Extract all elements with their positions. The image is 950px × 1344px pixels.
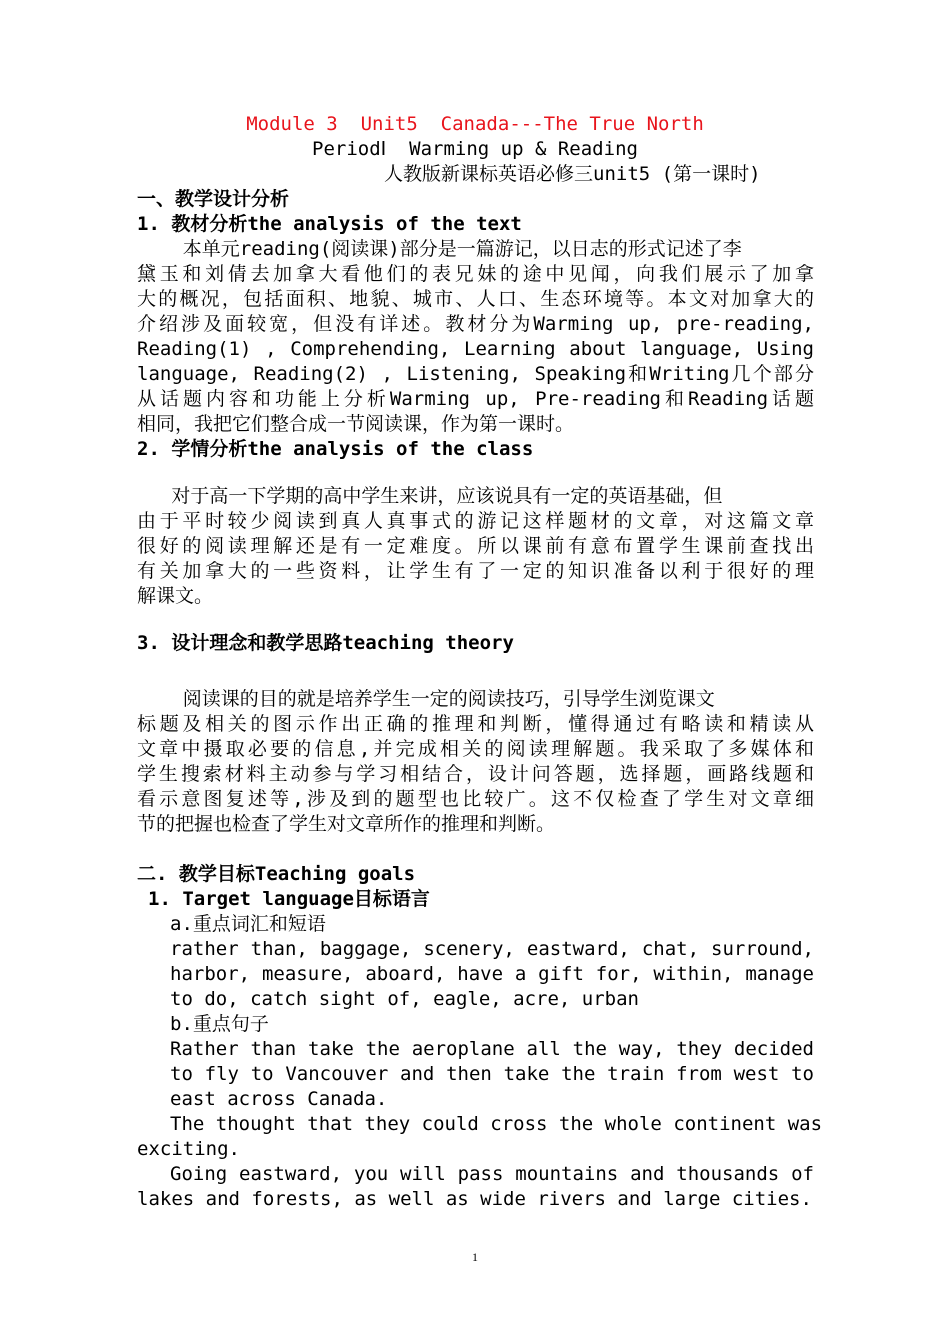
section-1-3-heading: 3. 设计理念和教学思路teaching theory bbox=[137, 632, 514, 654]
paragraph-line: 从话题内容和功能上分析Warming up, Pre-reading和Reading话题 bbox=[137, 388, 814, 410]
sentence-line: Rather than take the aeroplane all the way, they decided bbox=[170, 1038, 814, 1060]
sentence-line: exciting. bbox=[137, 1138, 240, 1160]
sentence-line: east across Canada. bbox=[170, 1088, 388, 1110]
paragraph-line: 有关加拿大的一些资料，让学生有了一定的知识准备以利于很好的理 bbox=[137, 560, 814, 582]
period-title: PeriodⅠ Warming up & Reading bbox=[312, 138, 638, 160]
vocab-line: to do, catch sight of, eagle, acre, urban bbox=[170, 988, 639, 1010]
paragraph-line: 看示意图复述等,涉及到的题型也比较广。这不仅检查了学生对文章细 bbox=[137, 788, 814, 810]
section-1-heading: 一、教学设计分析 bbox=[137, 188, 290, 210]
sentence-line: to fly to Vancouver and then take the train from west to bbox=[170, 1063, 814, 1085]
section-1-1-heading: 1. 教材分析the analysis of the text bbox=[137, 213, 522, 235]
paragraph-line: 学生搜索材料主动参与学习相结合，设计问答题，选择题，画路线题和 bbox=[137, 763, 814, 785]
page-number: 1 bbox=[472, 1250, 478, 1264]
sentences-label: b.重点句子 bbox=[170, 1013, 269, 1035]
paragraph-line: 大的概况，包括面积、地貌、城市、人口、生态环境等。本文对加拿大的 bbox=[137, 288, 814, 310]
sentence-line: lakes and forests, as well as wide rivers and large cities. bbox=[137, 1188, 812, 1210]
paragraph-line: language, Reading(2) , Listening, Speaking和Writing几个部分 bbox=[137, 363, 814, 385]
vocab-line: harbor, measure, aboard, have a gift for, within, manage bbox=[170, 963, 814, 985]
source-line: 人教版新课标英语必修三unit5 (第一课时) bbox=[384, 163, 761, 185]
sentence-line: Going eastward, you will pass mountains and thousands of bbox=[170, 1163, 814, 1185]
paragraph-line: 很好的阅读理解还是有一定难度。所以课前有意布置学生课前查找出 bbox=[137, 535, 814, 557]
paragraph-line: 介绍涉及面较宽，但没有详述。教材分为Warming up, pre-reading, bbox=[137, 313, 814, 335]
paragraph-line: 解课文。 bbox=[137, 585, 214, 607]
paragraph-line: Reading(1) , Comprehending, Learning about language, Using bbox=[137, 338, 814, 360]
document-title: Module 3 Unit5 Canada---The True North bbox=[246, 113, 704, 135]
paragraph-line: 阅读课的目的就是培养学生一定的阅读技巧，引导学生浏览课文 bbox=[137, 688, 715, 710]
section-2-heading: 二. 教学目标Teaching goals bbox=[137, 863, 416, 885]
paragraph-line: 本单元reading(阅读课)部分是一篇游记，以日志的形式记述了李 bbox=[137, 238, 742, 260]
paragraph-line: 标题及相关的图示作出正确的推理和判断，懂得通过有略读和精读从 bbox=[137, 713, 814, 735]
section-2-1-heading: 1. Target language目标语言 bbox=[148, 888, 430, 910]
paragraph-line: 相同，我把它们整合成一节阅读课，作为第一课时。 bbox=[137, 413, 575, 435]
paragraph-line: 由于平时较少阅读到真人真事式的游记这样题材的文章，对这篇文章 bbox=[137, 510, 814, 532]
vocab-line: rather than, baggage, scenery, eastward, chat, surround, bbox=[170, 938, 814, 960]
paragraph-line: 黛玉和刘倩去加拿大看他们的表兄妹的途中见闻，向我们展示了加拿 bbox=[137, 263, 814, 285]
section-1-2-heading: 2. 学情分析the analysis of the class bbox=[137, 438, 534, 460]
paragraph-line: 节的把握也检查了学生对文章所作的推理和判断。 bbox=[137, 813, 556, 835]
vocab-label: a.重点词汇和短语 bbox=[170, 913, 326, 935]
paragraph-line: 文章中摄取必要的信息,并完成相关的阅读理解题。我采取了多媒体和 bbox=[137, 738, 814, 760]
paragraph-line: 对于高一下学期的高中学生来讲，应该说具有一定的英语基础，但 bbox=[137, 485, 723, 507]
sentence-line: The thought that they could cross the whole continent was bbox=[170, 1113, 823, 1135]
